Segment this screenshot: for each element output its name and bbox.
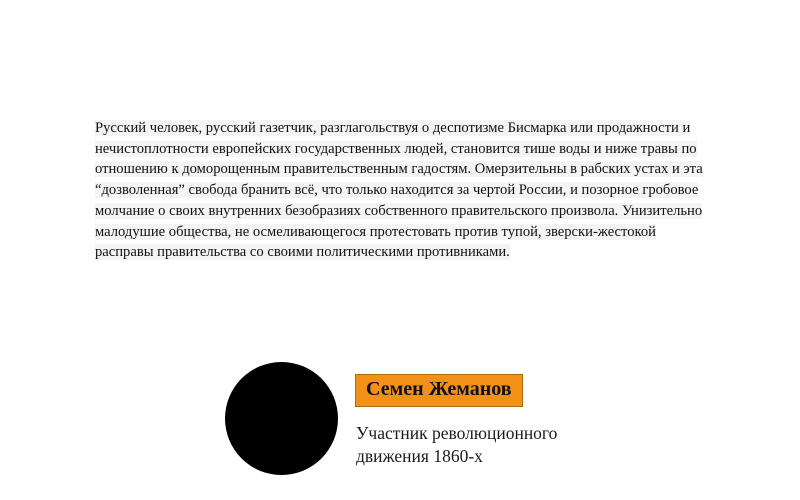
author-block xyxy=(225,362,765,482)
author-portrait xyxy=(225,362,338,475)
author-role-line: движения 1860-х xyxy=(356,446,483,467)
author-role-line: Участник революционного xyxy=(356,423,558,443)
author-name: Семен Жеманов xyxy=(366,378,512,400)
author-role xyxy=(356,422,756,469)
author-name-badge xyxy=(355,374,523,407)
quote-block xyxy=(95,118,705,263)
quote-text: Русский человек, русский газетчик, разглагольствуя о деспотизме Бисмарка или продажности и нечистоплотности европейских государственных людей, становится тише воды и ниже травы по отношению к доморощенным правительственным гадостям. Омерзительны в рабских устах и эта “дозволенная” свобода бранить всё, что только находится за чертой России, и позорное гробовое молчание о своих внутренних безобразиях собственного правительского произвола. Унизительно малодушие общества, не осмеливающегося протестовать против тупой, зверски-жестокой расправы правительства со своими политическими противниками. xyxy=(95,120,703,261)
